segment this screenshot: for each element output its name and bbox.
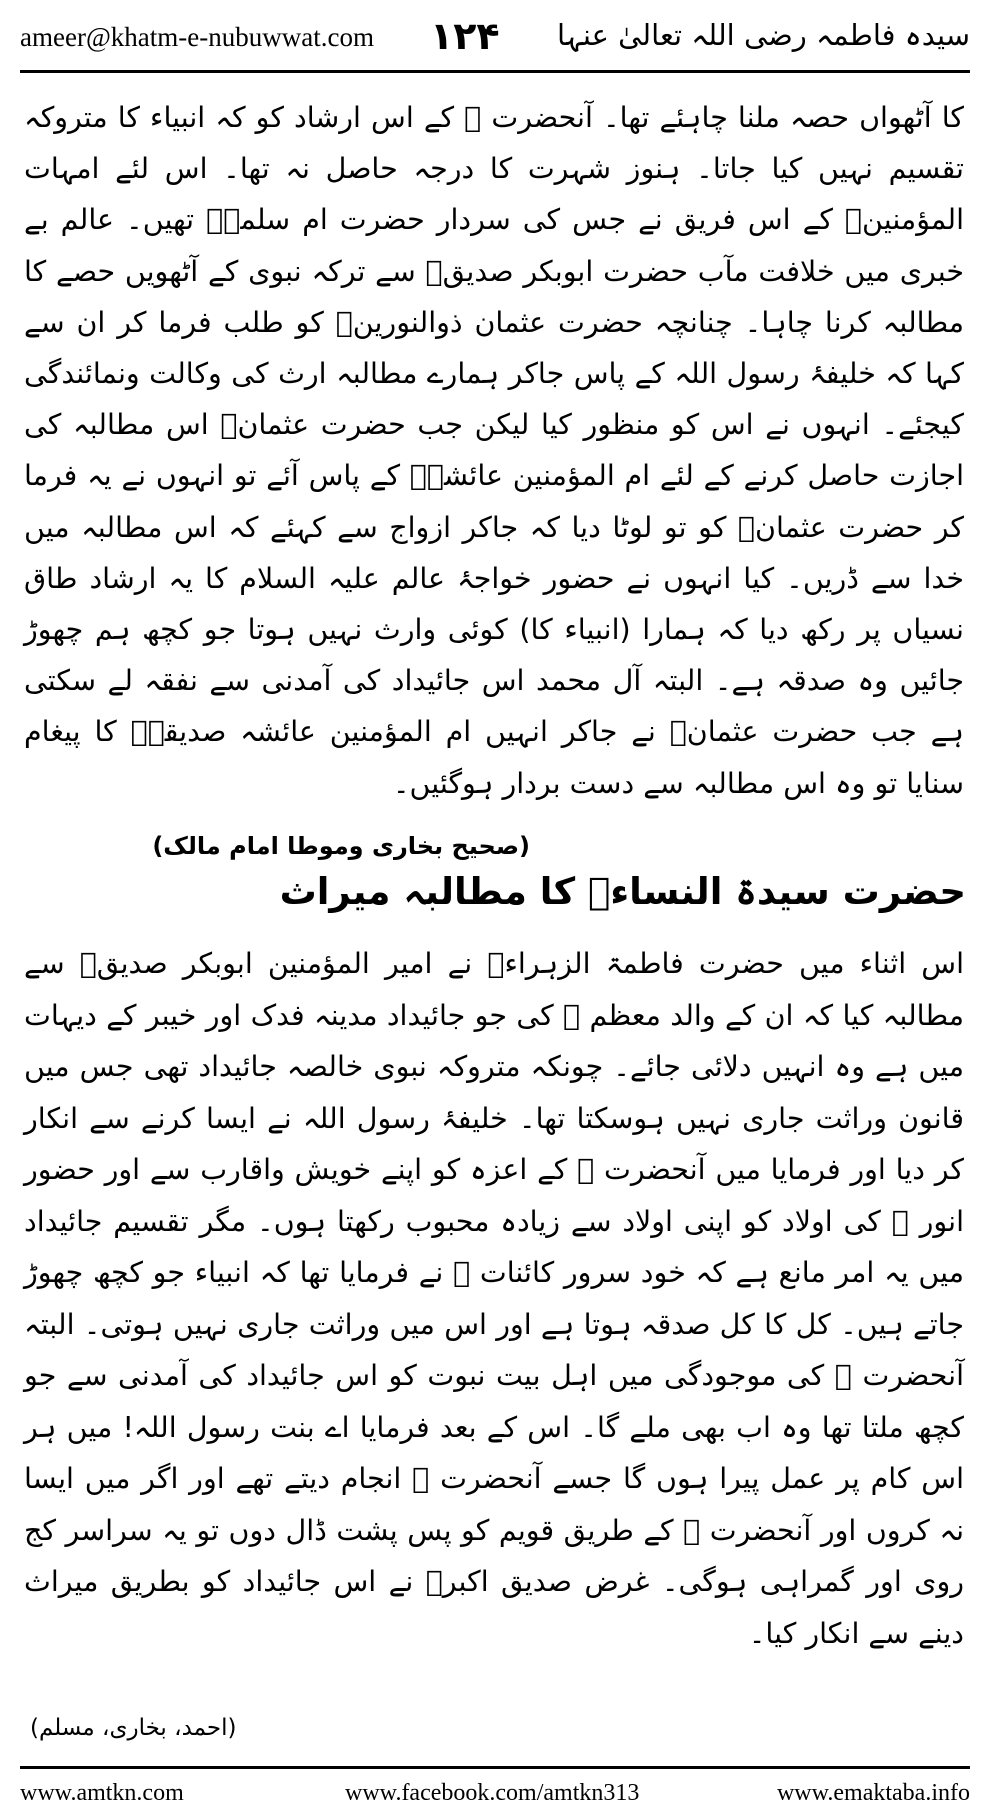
running-title: سیدہ فاطمہ رضی اللہ تعالیٰ عنہا <box>557 18 970 52</box>
section-heading: حضرت سیدۃ النساءؓ کا مطالبہ میراث <box>279 870 966 913</box>
footer-link-amtkn[interactable]: www.amtkn.com <box>20 1780 184 1806</box>
page-footer <box>0 1772 990 1812</box>
header-divider <box>20 70 970 73</box>
footer-divider <box>20 1766 970 1769</box>
header-email[interactable]: ameer@khatm-e-nubuwwat.com <box>20 22 374 52</box>
body-paragraph-2: اس اثناء میں حضرت فاطمۃ الزہراءؓ نے امیر المؤمنین ابوبکر صدیقؓ سے مطالبہ کیا کہ ان کے والد معظم ﷺ کی جو جائیداد مدینہ فدک اور خیبر کے دیہات میں ہے وہ انہیں دلائی جائے۔ چونکہ متروکہ نبوی خالصہ جائیداد تھی جس میں قانون وراثت جاری نہیں ہوسکتا تھا۔ خلیفۂ رسول اللہ نے ایسا کرنے سے انکار کر دیا اور فرمایا میں آنحضرت ﷺ کے اعزہ کو اپنے خویش واقارب سے اور حضور انور ﷺ کی اولاد کو اپنی اولاد سے زیادہ محبوب رکھتا ہوں۔ مگر تقسیم جائیداد میں یہ امر مانع ہے کہ خود سرور کائنات ﷺ نے فرمایا تھا کہ انبیاء جو کچھ چھوڑ جاتے ہیں۔ کل کا کل صدقہ ہوتا ہے اور اس میں وراثت جاری نہیں ہوتی۔ البتہ آنحضرت ﷺ کی موجودگی میں اہل بیت نبوت کو اس جائیداد کی آمدنی سے جو کچھ ملتا تھا وہ اب بھی ملے گا۔ اس کے بعد فرمایا اے بنت رسول اللہ! میں ہر اس کام پر عمل پیرا ہوں گا جسے آنحضرت ﷺ انجام دیتے تھے اور اگر میں ایسا نہ کروں اور آنحضرت ﷺ کے طریق قویم کو پس پشت ڈال دوں تو یہ سراسر کج روی اور گمراہی ہوگی۔ غرض صدیق اکبرؓ نے اس جائیداد کو بطریق میراث دینے سے انکار کیا۔ <box>24 947 964 1650</box>
page-number: ۱۲۴ <box>430 14 500 58</box>
reference-citation-2: (احمد، بخاری، مسلم) <box>30 1715 237 1741</box>
body-paragraph-1: کا آٹھواں حصہ ملنا چاہئے تھا۔ آنحضرت ﷺ کے اس ارشاد کو کہ انبیاء کا متروکہ تقسیم نہیں کیا جاتا۔ ہنوز شہرت کا درجہ حاصل نہ تھا۔ اس لئے امہات المؤمنینؓ کے اس فریق نے جس کی سردار حضرت ام سلمہؓ تھیں۔ عالم بے خبری میں خلافت مآب حضرت ابوبکر صدیقؓ سے ترکہ نبوی کے آٹھویں حصے کا مطالبہ کرنا چاہا۔ چنانچہ حضرت عثمان ذوالنورینؓ کو طلب فرما کر ان سے کہا کہ خلیفۂ رسول اللہ کے پاس جاکر ہمارے مطالبہ ارث کی وکالت ونمائندگی کیجئے۔ انہوں نے اس کو منظور کیا لیکن جب حضرت عثمانؓ اس مطالبہ کی اجازت حاصل کرنے کے لئے ام المؤمنین عائشہؓ کے پاس آئے تو انہوں نے یہ فرما کر حضرت عثمانؓ کو تو لوٹا دیا کہ جاکر ازواج سے کہئے کہ اس مطالبہ میں خدا سے ڈریں۔ کیا انہوں نے حضور خواجۂ عالم علیہ السلام کا یہ ارشاد طاق نسیاں پر رکھ دیا کہ ہمارا (انبیاء کا) کوئی وارث نہیں ہوتا جو کچھ ہم چھوڑ جائیں وہ صدقہ ہے۔ البتہ آل محمد اس جائیداد کی آمدنی سے نفقہ لے سکتی ہے جب حضرت عثمانؓ نے جاکر انہیں ام المؤمنین عائشہ صدیقہؓ کا پیغام سنایا تو وہ اس مطالبہ سے دست بردار ہوگئیں۔ <box>24 101 964 800</box>
footer-link-emaktaba[interactable]: www.emaktaba.info <box>776 1780 970 1806</box>
page-header <box>0 0 990 104</box>
footer-link-facebook[interactable]: www.facebook.com/amtkn313 <box>345 1780 640 1806</box>
reference-citation-1: (صحیح بخاری وموطا امام مالک) <box>152 832 530 860</box>
